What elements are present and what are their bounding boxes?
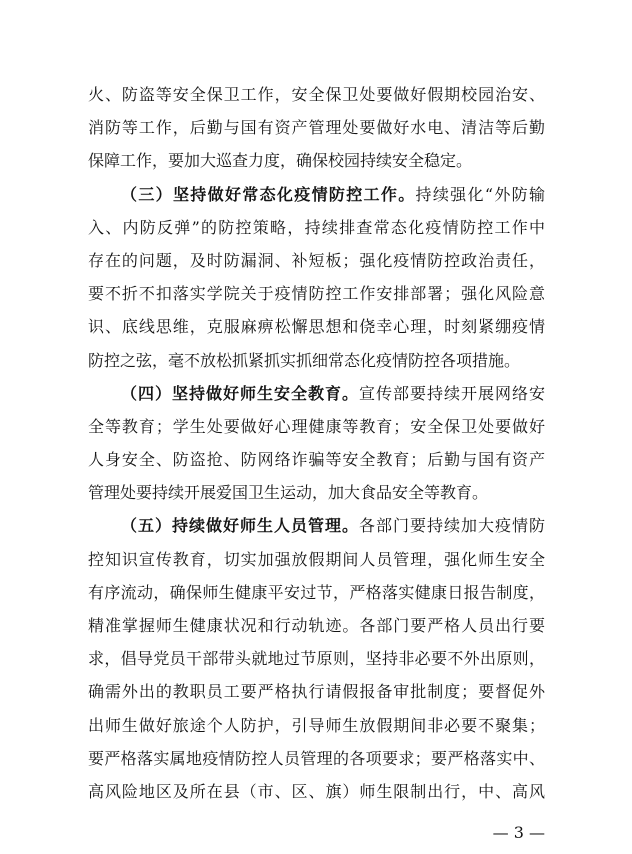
text-line: 精准掌握师生健康状况和行动轨迹。各部门要严格人员出行要 <box>88 616 545 635</box>
paragraph-section-5 <box>88 509 545 808</box>
text-line: 有序流动，确保师生健康平安过节，严格落实健康日报告制度， <box>88 582 545 602</box>
section-heading: （三）坚持做好常态化疫情防控工作。 <box>121 184 416 204</box>
text-line: 确需外出的教职员工要严格执行请假报备审批制度；要督促外 <box>88 682 545 702</box>
text-line: 防控之弦，毫不放松抓紧抓实抓细常态化疫情防控各项措施。 <box>88 350 521 370</box>
text-line: 识、底线思维，克服麻痹松懈思想和侥幸心理，时刻紧绷疫情 <box>88 317 545 337</box>
text-line: 全等教育；学生处要做好心理健康等教育；安全保卫处要做好 <box>88 416 545 436</box>
paragraph-section-4 <box>88 377 545 510</box>
text-line: 保障工作，要加大巡查力度，确保校园持续安全稳定。 <box>88 151 473 171</box>
text-line: 要不折不扣落实学院关于疫情防控工作安排部署；强化风险意 <box>88 284 545 304</box>
text-line: 高风险地区及所在县（市、区、旗）师生限制出行，中、高风 <box>88 781 545 801</box>
text-line: 出师生做好旅途个人防护，引导师生放假期间非必要不聚集； <box>88 715 545 735</box>
text-line: 管理处要持续开展爱国卫生运动，加大食品安全等教育。 <box>88 483 489 503</box>
text-run: 持续强化“外防输 <box>415 184 545 204</box>
text-line: 火、防盗等安全保卫工作，安全保卫处要做好假期校园治安、 <box>88 85 545 104</box>
document-body <box>88 78 545 808</box>
text-line <box>88 178 545 211</box>
text-line: 存在的问题，及时防漏洞、补短板；强化疫情防控政治责任， <box>88 250 545 270</box>
page-number: — 3 — <box>492 823 545 842</box>
paragraph-continuation <box>88 78 545 178</box>
text-run: 各部门要持续加大疫情防 <box>358 516 545 536</box>
text-line: 求，倡导党员干部带头就地过节原则，坚持非必要不外出原则， <box>88 649 545 669</box>
text-run: 宣传部要持续开展网络安 <box>358 383 545 403</box>
section-heading: （五）持续做好师生人员管理。 <box>121 516 359 536</box>
text-line <box>88 509 545 542</box>
text-line: 入、内防反弹”的防控策略，持续排查常态化疫情防控工作中 <box>88 217 545 237</box>
paragraph-section-3 <box>88 178 545 377</box>
text-line: 人身安全、防盗抢、防网络诈骗等安全教育；后勤与国有资产 <box>88 450 545 470</box>
section-heading: （四）坚持做好师生安全教育。 <box>121 383 359 403</box>
text-line: 消防等工作，后勤与国有资产管理处要做好水电、清洁等后勤 <box>88 118 545 138</box>
text-line <box>88 377 545 410</box>
text-line: 控知识宣传教育，切实加强放假期间人员管理，强化师生安全 <box>88 549 545 569</box>
text-line: 要严格落实属地疫情防控人员管理的各项要求；要严格落实中、 <box>88 748 545 768</box>
